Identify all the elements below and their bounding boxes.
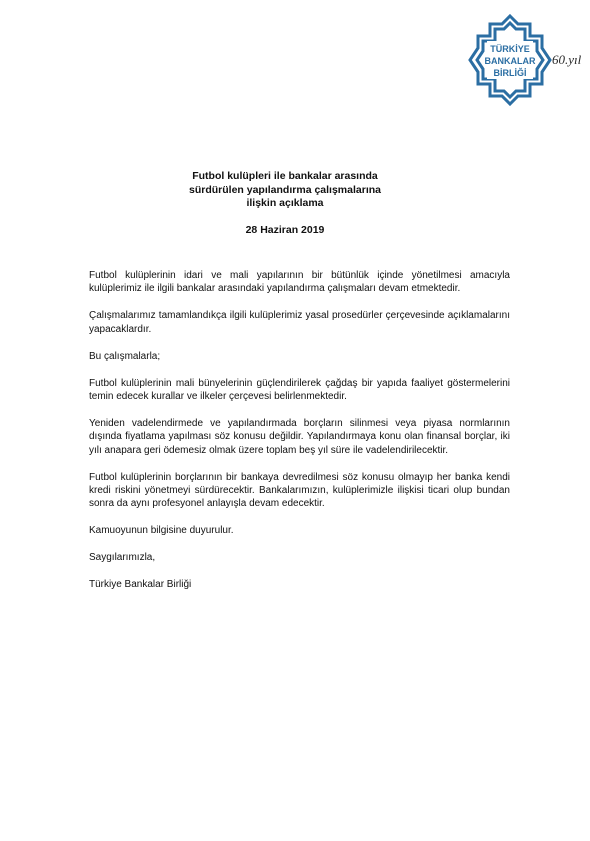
logo-line2: BANKALAR — [484, 56, 536, 66]
paragraph-restructuring: Yeniden vadelendirmede ve yapılandırmada borçların silinmesi veya piyasa normlarının dışında fiyatlama yapılması söz konusu değildir. Yapılandırmaya konu olan finansal borçlar, iki yılı anapara geri ödemesiz olmak üzere toplam beş yıl süre ile vadelendirilecektir. — [89, 417, 510, 456]
paragraph-announcements: Çalışmalarımız tamamlandıkça ilgili kulüplerimiz yasal prosedürler çerçevesinde açıklamalarını yapacaklardır. — [89, 310, 510, 335]
closing-salutation: Saygılarımızla, — [89, 552, 156, 564]
paragraph-intro: Futbol kulüplerinin idari ve mali yapılarının bir bütünlük içinde yönetilmesi amacıyla kulüplerimiz ile ilgili bankalar arasındaki yapılandırma çalışmaları devam etmektedir. — [89, 270, 510, 295]
statement-body — [89, 269, 510, 605]
paragraph-credit-risk: Futbol kulüplerinin borçlarının bir bankaya devredilmesi söz konusu olmayıp her banka kendi kredi riskini yönetmeyi sürdürecektir. Bankalarımızın, kulüplerimizle ilişkisi ticari olup bundan sonra da aynı profesyonel anlayışla devam edecektir. — [89, 471, 510, 510]
paragraph-principles: Futbol kulüplerinin mali bünyelerinin güçlendirilerek çağdaş bir yapıda faaliyet göstermelerini temin edecek kurallar ve ilkeler çerçevesi belirlenmektedir. — [89, 377, 510, 402]
logo-line1: TÜRKİYE — [490, 44, 530, 54]
logo-line3: BİRLİĞİ — [493, 68, 527, 78]
date: 28 Haziran 2019 — [245, 223, 325, 236]
heading-line-3: ilişkin açıklama — [246, 197, 324, 209]
anniversary-label: 60.yıl — [552, 52, 582, 67]
paragraph-public-notice: Kamuoyunun bilgisine duyurulur. — [89, 525, 234, 537]
paragraph-lead-in: Bu çalışmalarla; — [89, 350, 161, 362]
heading-block — [0, 170, 570, 236]
tbb-logo — [468, 14, 588, 106]
signature: Türkiye Bankalar Birliği — [89, 579, 192, 591]
tbb-emblem-icon — [468, 14, 552, 106]
heading-line-1: Futbol kulüpleri ile bankalar arasında — [192, 170, 378, 182]
heading-line-2: sürdürülen yapılandırma çalışmalarına — [189, 183, 381, 196]
